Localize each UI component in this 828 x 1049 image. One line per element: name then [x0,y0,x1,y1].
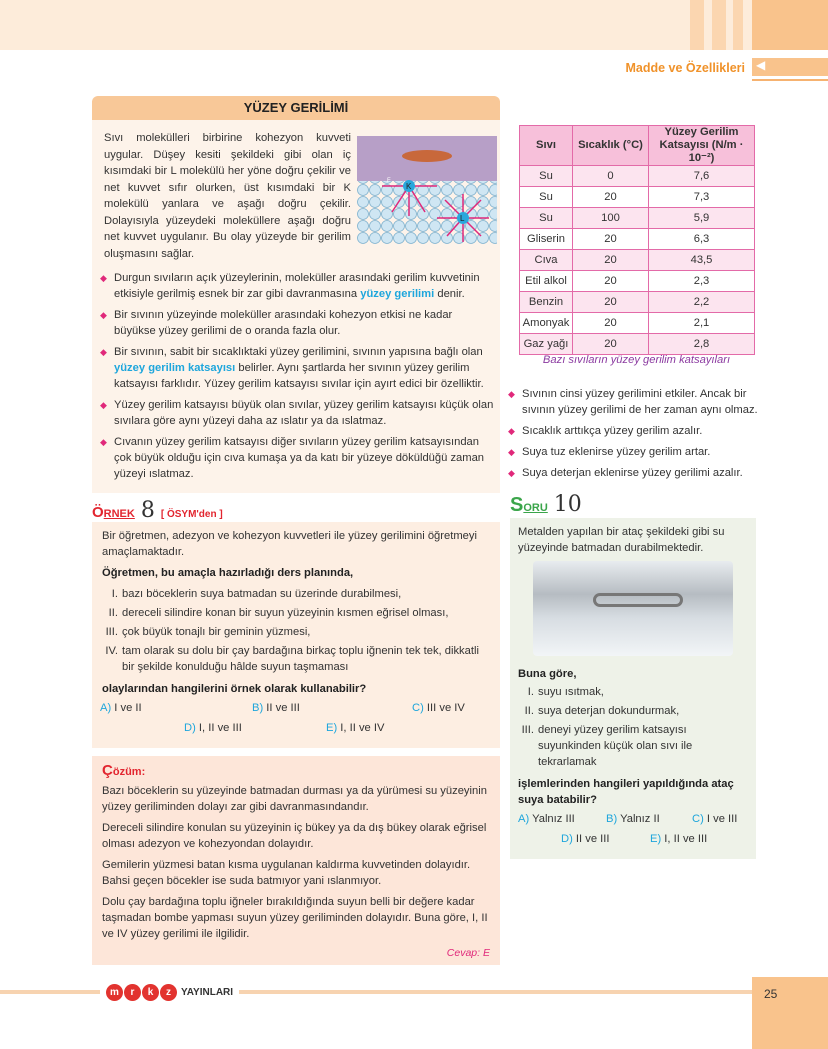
surface-tension-table [519,125,755,355]
logo-letter: m [106,984,123,1001]
bullet-text: denir. [434,288,465,300]
example-box [92,522,500,748]
example-question: olaylarından hangilerini örnek olarak kullanabilir? [102,683,367,695]
options-row [518,833,748,853]
molecule-label-l: L [460,214,465,223]
statement-text: dereceli silindire konan bir suyun yüzeyinin kısmen eğrisel olması, [122,607,449,619]
table-cell: Su [520,187,573,208]
chapter-tab [752,58,828,76]
option-key: B) [252,702,264,714]
bullet-item [100,344,494,392]
right-bullets [508,386,758,486]
answer: Cevap: E [446,947,490,959]
statement-text: suyu ısıtmak, [538,686,604,698]
example-items [102,586,490,675]
example-text: Bir öğretmen, adezyon ve kohezyon kuvvetleri ile yüzey gerilimini öğretmeyi amaçlamaktadır. [102,530,477,558]
logo-letter: r [124,984,141,1001]
answer-option[interactable] [692,813,737,825]
solution-text [102,783,490,942]
option-value: I, II ve III [664,833,708,845]
molecule-illustration [357,136,497,244]
table-row [520,250,755,271]
solution-paragraph: Dolu çay bardağına toplu iğneler bırakıldığında suyun belli bir değere kadar taşmadan bombe yapması suyun yüzey geriliminden dolayıdır. Buna göre, I, II ve IV yüzey gerilimi ile ilgilidir. [102,896,488,940]
answer-option[interactable] [252,702,300,714]
statement-item [518,684,748,700]
example-header [92,500,500,522]
paperclip-on-water-photo [533,561,733,656]
table-cell: 20 [573,250,649,271]
highlight-term: yüzey gerilim katsayısı [114,362,236,374]
bullet-text: Durgun sıvıların açık yüzeylerinin, moleküller arasındaki gerilim kuvvetinin etkisiyle gerilmiş esnek bir zar gibi davranmasına [114,272,480,300]
table-row [520,229,755,250]
bullet-text: Cıvanın yüzey gerilim katsayısı diğer sıvıların yüzey gerilim katsayısından çok büyük olduğu için cıva kumaşa ya da katı bir yüzeye döküldüğü zaman yüzeyi ıslatmaz. [114,436,485,480]
statement-item [102,624,490,640]
decor-stripe [690,0,704,50]
question-number: 10 [553,492,582,517]
table-cell: Su [520,208,573,229]
table-cell: 20 [573,229,649,250]
statement-numeral: III. [105,626,118,638]
column-header: Yüzey Gerilim Katsayısı (N/m · 10⁻²) [649,126,755,166]
option-key: E) [650,833,662,845]
options-row [518,813,748,833]
example-column [92,500,500,965]
option-value: Yalnız II [620,813,660,825]
option-key: D) [184,722,196,734]
table-cell: 2,2 [649,292,755,313]
statement-numeral: III. [521,724,534,736]
intro-row [100,130,494,262]
option-value: I, II ve IV [340,722,385,734]
bullet-item [100,397,494,429]
bullet-text: belirler. Aynı şartlarda her sıvının yüzey gerilim katsayısı farklıdır. Yüzey gerilim katsayısı sıvılar için ayırt edici bir özelliktir. [114,362,484,390]
divider [752,79,828,81]
options-row [102,722,490,742]
section-title: YÜZEY GERİLİMİ [92,96,500,120]
statement-numeral: II. [524,705,534,717]
table-cell: 2,8 [649,334,755,355]
example-label-o: Ö [92,504,104,521]
bullet-text: Yüzey gerilim katsayısı büyük olan sıvılar, yüzey gerilim katsayısı küçük olan sıvılara göre aynı yüzeyi daha az ıslatır ya da ıslatmaz. [114,399,494,427]
table-cell: 0 [573,166,649,187]
option-key: A) [518,813,530,825]
table-cell: 7,6 [649,166,755,187]
arrow-left-icon: ◀ [756,58,766,72]
example-source: [ ÖSYM'den ] [160,509,223,520]
statement-item [102,586,490,602]
option-value: I, II ve III [198,722,242,734]
statement-text: deneyi yüzey gerilim katsayısı suyunkinden küçük olan sıvı ile tekrarlamak [538,724,693,768]
table-cell: Benzin [520,292,573,313]
solution-label-c: Ç [102,762,113,779]
top-corner-block [752,0,828,50]
bullet-item [100,307,494,339]
table-row [520,208,755,229]
statement-item [518,703,748,719]
option-key: B) [606,813,618,825]
option-key: E) [326,722,338,734]
bullet-item [100,270,494,302]
statement-item [518,722,748,770]
statement-text: bazı böceklerin suya batmadan su üzerinde durabilmesi, [122,588,402,600]
question-prompt: işlemlerinden hangileri yapıldığında ataç suya batabilir? [518,778,734,806]
solution-paragraph: Bazı böceklerin su yüzeyinde batmadan durması ya da yürümesi su yüzeyinin yüzey geriliminden dolayı zar gibi davranmasındandır. [102,785,487,813]
column-header: Sıcaklık (°C) [573,126,649,166]
answer-option[interactable] [650,833,707,845]
highlight-term: yüzey gerilimi [360,288,435,300]
chapter-title: Madde ve Özellikleri [625,61,745,75]
table-row [520,271,755,292]
solution-paragraph: Dereceli silindire konulan su yüzeyinin iç bükey ya da dış bükey olarak eğrisel olması adezyon ve kohezyondan dolayıdır. [102,822,487,850]
option-key: A) [100,702,112,714]
question-lead: Buna göre, [518,668,577,680]
decor-stripe [733,0,743,50]
option-key: C) [412,702,424,714]
table-row [520,292,755,313]
option-value: I ve III [706,813,738,825]
question-header [510,492,756,518]
statement-item [102,605,490,621]
section-box [92,120,500,493]
bullet-item [100,434,494,482]
solution-label: özüm: [112,766,146,778]
table-cell: Gaz yağı [520,334,573,355]
bullet-item: ◆ Sıvının cinsi yüzey gerilimini etkiler. Ancak bir sıvının yüzey gerilimi de her zaman aynı olmaz. [508,386,758,418]
force-label: F [387,178,391,184]
logo-letter: k [142,984,159,1001]
option-value: I ve II [114,702,142,714]
table-cell: 100 [573,208,649,229]
table-cell: 5,9 [649,208,755,229]
answer-option[interactable] [561,833,610,845]
table-cell: Cıva [520,250,573,271]
option-value: II ve III [266,702,300,714]
table-cell: 20 [573,292,649,313]
table-cell: 20 [573,313,649,334]
decor-stripe [712,0,726,50]
table-cell: 20 [573,187,649,208]
molecule-label-k: K [406,182,412,191]
statement-item [102,643,490,675]
example-number: 8 [140,498,155,523]
solution-box [92,756,500,965]
bullet-item: ◆ Suya tuz eklenirse yüzey gerilim artar. [508,444,758,460]
section-column [92,96,500,493]
bullet-item: ◆ Suya deterjan eklenirse yüzey gerilimi azalır. [508,465,758,481]
table-cell: 20 [573,334,649,355]
question-text: Metalden yapılan bir ataç şekildeki gibi su yüzeyinde batmadan durabilmektedir. [518,526,725,554]
publisher-name: YAYINLARI [181,986,234,998]
option-key: D) [561,833,573,845]
statement-numeral: II. [108,607,118,619]
logo-letter: z [160,984,177,1001]
statement-numeral: I. [111,588,118,600]
table-row [520,313,755,334]
option-value: III ve IV [426,702,465,714]
bullet-text: Bir sıvının, sabit bir sıcaklıktaki yüzey gerilimini, sıvının yapısına bağlı olan [114,346,483,358]
table-cell: Amonyak [520,313,573,334]
column-header: Sıvı [520,126,573,166]
table-cell: Su [520,166,573,187]
table-cell: 7,3 [649,187,755,208]
table-row [520,166,755,187]
table-cell: 6,3 [649,229,755,250]
table-cell: 43,5 [649,250,755,271]
bullet-item: ◆ Sıcaklık arttıkça yüzey gerilim azalır. [508,423,758,439]
publisher-logo [100,983,239,1001]
question-label: ORU [523,502,548,514]
table-row [520,187,755,208]
answer-option[interactable] [100,702,142,714]
answer-option[interactable] [184,722,242,734]
option-key: C) [692,813,704,825]
answer-option[interactable] [412,702,465,714]
option-value: Yalnız III [532,813,575,825]
page-number: 25 [764,987,778,1001]
answer-option[interactable] [606,813,660,825]
intro-text: Sıvı molekülleri birbirine kohezyon kuvveti uygular. Düşey kesiti şekildeki gibi olan iç kısımdaki bir L molekülü her yöne doğru çekilir ve net kuvvet sıfır olurken, üst kısımdaki bir K molekülü yanlara ve aşağı doğru çekilir. Dolayısıyla yüzeydeki moleküllere aşağı doğru net kuvvet uygulanır. Bu olay yüzeyde bir gerilim oluşmasını sağlar. [104,132,351,260]
table-cell: Gliserin [520,229,573,250]
statement-numeral: IV. [105,645,118,657]
options-row [102,702,490,722]
table-cell: 2,3 [649,271,755,292]
statement-numeral: I. [527,686,534,698]
paperclip-icon [593,593,683,607]
option-value: II ve III [575,833,610,845]
example-question-lead: Öğretmen, bu amaçla hazırladığı ders planında, [102,567,354,579]
question-column [510,492,756,859]
statement-text: çok büyük tonajlı bir geminin yüzmesi, [122,626,311,638]
question-label-s: S [510,494,524,516]
example-label: RNEK [103,508,135,520]
statement-text: tam olarak su dolu bir çay bardağına birkaç toplu iğnenin tek tek, dikkatli bir şekilde konulduğu hâlde suyun taşmaması [122,645,479,673]
question-items [518,684,748,770]
section-bullets [100,270,494,482]
table-caption: Bazı sıvıların yüzey gerilim katsayıları [542,354,731,366]
answer-option[interactable] [518,813,575,825]
table-cell: Etil alkol [520,271,573,292]
table-cell: 2,1 [649,313,755,334]
question-box [510,518,756,859]
bullet-text: Bir sıvının yüzeyinde moleküller arasındaki kohezyon etkisi ne kadar büyükse yüzey gerilimi de o oranda fazla olur. [114,309,453,337]
table-row [520,334,755,355]
statement-text: suya deterjan dokundurmak, [538,705,680,717]
answer-option[interactable] [326,722,384,734]
solution-paragraph: Gemilerin yüzmesi batan kısma uygulanan kaldırma kuvvetinden dolayıdır. Bahsi geçen böcekler ise suda batmıyor yani ıslanmıyor. [102,859,471,887]
table-cell: 20 [573,271,649,292]
